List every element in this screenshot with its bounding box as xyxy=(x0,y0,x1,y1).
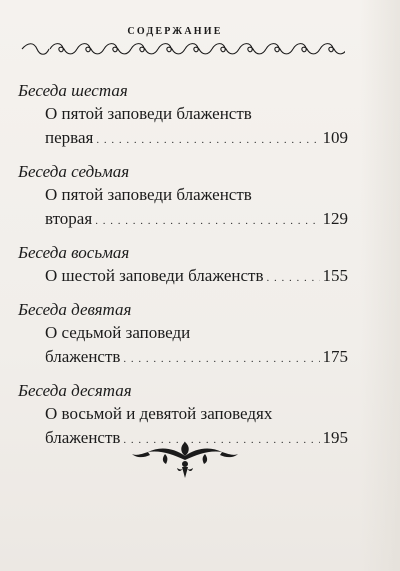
scroll-curl xyxy=(293,44,320,54)
scroll-curl xyxy=(239,44,266,54)
scroll-curl xyxy=(131,44,158,54)
page-edge-shadow xyxy=(360,0,400,571)
toc-entry[interactable] xyxy=(18,161,348,233)
scroll-border-ornament-icon xyxy=(20,40,345,58)
page-number: 129 xyxy=(322,209,348,228)
entry-title: Беседа восьмая xyxy=(18,243,130,262)
entry-title: Беседа девятая xyxy=(18,300,132,319)
page-number: 109 xyxy=(322,128,348,147)
dot-leader xyxy=(96,128,319,152)
scroll-curl xyxy=(104,44,131,54)
scroll-curl xyxy=(185,44,212,54)
entry-line: О восьмой и девятой заповедях xyxy=(45,404,273,423)
scroll-curl xyxy=(266,44,293,54)
scroll-curl xyxy=(212,44,239,54)
dot-leader xyxy=(267,266,320,290)
dot-leader xyxy=(95,209,319,233)
entry-line: О пятой заповеди блаженств xyxy=(45,185,252,204)
toc-entry[interactable] xyxy=(18,299,348,371)
table-of-contents xyxy=(18,80,348,461)
entry-title: Беседа шестая xyxy=(18,81,128,100)
page-number: 175 xyxy=(322,347,348,366)
dot-leader xyxy=(123,347,319,371)
entry-line: О пятой заповеди блаженств xyxy=(45,104,252,123)
entry-title: Беседа седьмая xyxy=(18,162,130,181)
floral-tailpiece-ornament-icon xyxy=(130,438,240,480)
entry-line: первая xyxy=(45,128,94,147)
entry-line: О седьмой заповеди xyxy=(45,323,191,342)
entry-line: блаженств xyxy=(45,347,121,366)
scroll-curl xyxy=(50,44,77,54)
scroll-curl xyxy=(320,44,345,54)
page-header: СОДЕРЖАНИЕ xyxy=(127,26,223,37)
entry-line: О шестой заповеди блаженств xyxy=(45,266,264,285)
scroll-curl xyxy=(158,44,185,54)
entry-line: блаженств xyxy=(45,428,121,447)
entry-title: Беседа десятая xyxy=(18,381,132,400)
entry-line: вторая xyxy=(45,209,93,228)
page-number: 155 xyxy=(322,266,348,285)
toc-entry[interactable] xyxy=(18,80,348,152)
page-number: 195 xyxy=(322,428,348,447)
toc-entry[interactable] xyxy=(18,242,348,290)
scroll-curl xyxy=(77,44,104,54)
